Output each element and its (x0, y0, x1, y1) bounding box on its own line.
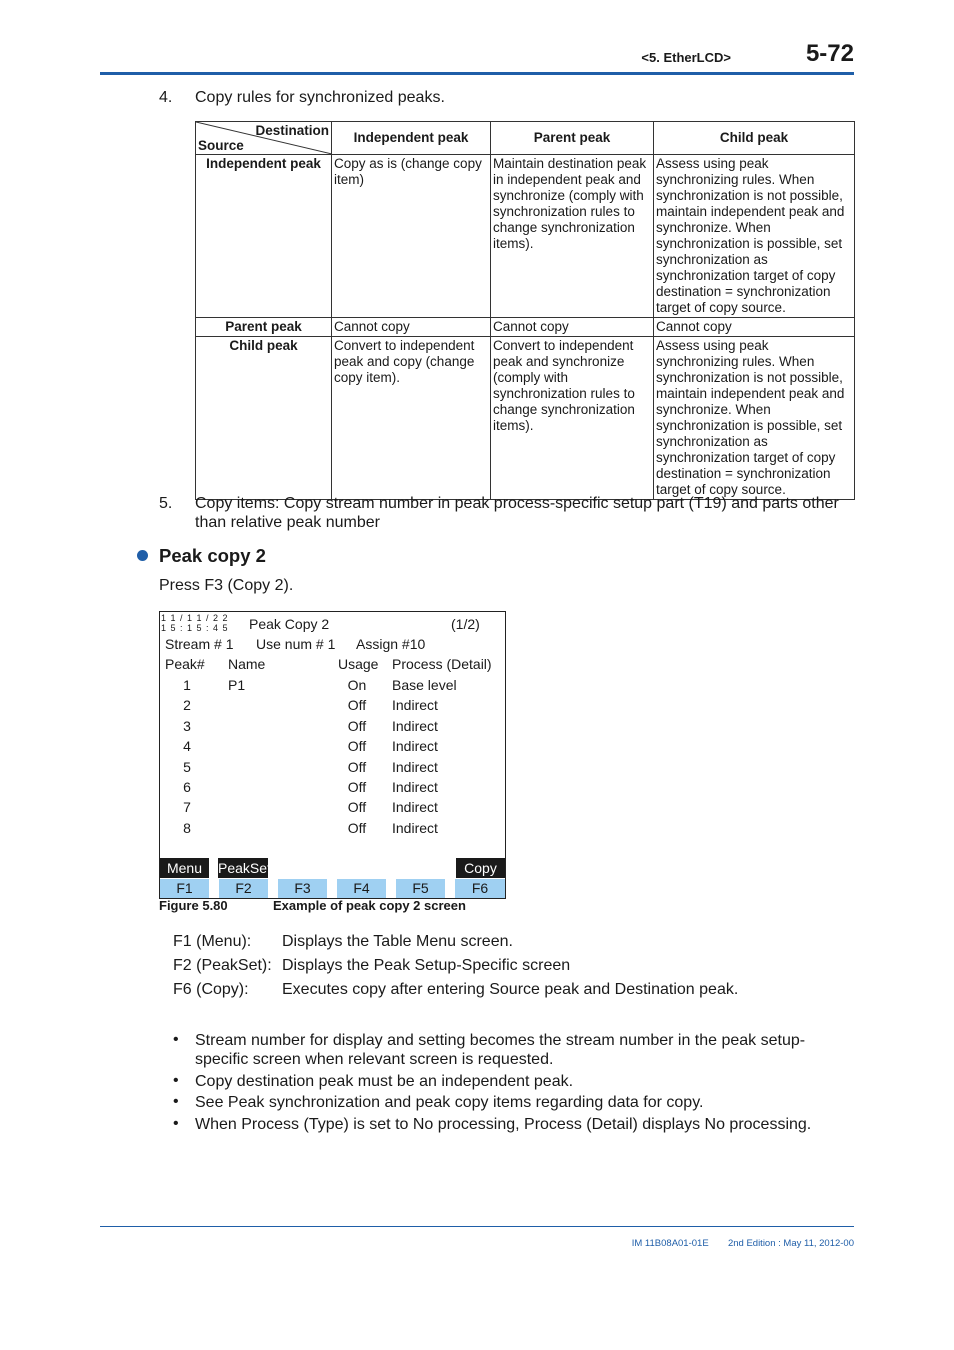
footer-rule (100, 1226, 854, 1227)
table-cell: Cannot copy (491, 318, 654, 337)
table-cell: Convert to independent peak and synchronize (comply with synchronization rules to change synchronization items). (491, 337, 654, 500)
col-header-name: Name (228, 656, 266, 672)
peak-row-usage[interactable]: Off (347, 758, 367, 775)
col-header: Independent peak (332, 122, 491, 155)
peak-row-peak: 7 (183, 799, 191, 816)
note-item: Copy destination peak must be an independent peak. (195, 1073, 574, 1090)
f1-key[interactable]: F1 (160, 879, 210, 898)
fkey-desc-key: F2 (PeakSet): (173, 957, 272, 974)
footer-edition: 2nd Edition : May 11, 2012-00 (727, 1238, 854, 1249)
item-text-5: Copy items: Copy stream number in peak process-specific setup part (T19) and parts other than relative peak number (195, 495, 839, 531)
softkey-copy[interactable]: Copy (456, 858, 505, 878)
item-number-5: 5. (159, 495, 173, 512)
section-bullet-icon (137, 550, 148, 561)
section-instruction: Press F3 (Copy 2). (159, 577, 294, 594)
table-cell: Cannot copy (332, 318, 491, 337)
f5-key[interactable]: F5 (396, 879, 446, 898)
peak-row-usage[interactable]: On (347, 677, 367, 693)
note-item: Stream number for display and setting becomes the stream number in the peak setup-specific screen when relevant screen is requested. (195, 1032, 806, 1068)
peak-row-process[interactable]: Base level (392, 677, 457, 693)
row-source-label: Independent peak (196, 155, 332, 318)
peak-row-peak: 4 (183, 738, 191, 755)
use-number[interactable]: Use num # 1 (256, 636, 336, 652)
clock-date: 1 1 / 1 1 / 2 2 (161, 613, 229, 623)
peak-row-peak: 8 (183, 819, 191, 836)
peak-row-process[interactable]: Indirect (392, 819, 438, 836)
f6-key[interactable]: F6 (455, 879, 505, 898)
note-item: See Peak synchronization and peak copy items regarding data for copy. (195, 1094, 704, 1111)
fkey-desc-text: Displays the Peak Setup-Specific screen (282, 957, 571, 974)
corner-destination-label: Destination (255, 123, 329, 138)
screen-title: Peak Copy 2 (249, 616, 330, 632)
peak-row-peak: 5 (183, 758, 191, 775)
table-header-row (196, 122, 855, 155)
table-corner-cell (196, 122, 332, 155)
peak-row-usage[interactable]: Off (347, 697, 367, 714)
section-label: <5. EtherLCD> (641, 50, 731, 65)
screen-page-indicator: (1/2) (451, 616, 480, 632)
peak-row-usage[interactable]: Off (347, 819, 367, 836)
bullet-icon: • (173, 1031, 179, 1048)
table-cell: Cannot copy (654, 318, 855, 337)
peak-row-process[interactable]: Indirect (392, 697, 438, 714)
fkey-desc-key: F6 (Copy): (173, 981, 249, 998)
peak-row-process[interactable]: Indirect (392, 738, 438, 755)
table-row (196, 337, 855, 500)
lcd-screen (159, 611, 506, 899)
col-header-usage: Usage (338, 656, 379, 672)
peak-row-usage[interactable]: Off (347, 717, 367, 734)
peak-row-process[interactable]: Indirect (392, 717, 438, 734)
peak-row-peak: 1 (183, 677, 191, 693)
stream-number[interactable]: Stream # 1 (165, 636, 234, 652)
row-source-label: Child peak (196, 337, 332, 500)
softkey-menu[interactable]: Menu (160, 858, 209, 878)
peak-row-usage[interactable]: Off (347, 779, 367, 795)
table-cell: Copy as is (change copy item) (332, 155, 491, 318)
footer-doc-number: IM 11B08A01-01E (631, 1238, 709, 1249)
f4-key[interactable]: F4 (337, 879, 387, 898)
col-header: Parent peak (491, 122, 654, 155)
table-cell: Convert to independent peak and copy (change copy item). (332, 337, 491, 500)
table-row (196, 318, 855, 337)
bullet-icon: • (173, 1093, 179, 1110)
col-header-process: Process (Detail) (392, 656, 492, 672)
bullet-icon: • (173, 1115, 179, 1132)
item-number-4: 4. (159, 89, 173, 106)
figure-number: Figure 5.80 (159, 898, 228, 913)
page-number: 5-72 (805, 40, 854, 67)
peak-row-usage[interactable]: Off (347, 799, 367, 816)
footer-text (632, 1238, 854, 1249)
peak-row-process[interactable]: Indirect (392, 779, 438, 795)
peak-row-peak: 3 (183, 717, 191, 734)
table-row (196, 155, 855, 318)
peak-row-peak: 6 (183, 779, 191, 795)
f3-key[interactable]: F3 (278, 879, 328, 898)
peak-row-process[interactable]: Indirect (392, 799, 438, 816)
col-header: Child peak (654, 122, 855, 155)
peak-row-peak: 2 (183, 697, 191, 714)
f2-key[interactable]: F2 (219, 879, 269, 898)
table-cell: Assess using peak synchronizing rules. When synchronization is not possible, maintain independent peak and synchronize. When synchronization is possible, set synchronization as synchronization target of copy destination = synchronization target of copy source. (654, 337, 855, 500)
section-title: Peak copy 2 (159, 545, 266, 566)
fkey-desc-text: Displays the Table Menu screen. (282, 933, 513, 950)
fkey-desc-text: Executes copy after entering Source peak and Destination peak. (282, 981, 739, 998)
row-source-label: Parent peak (196, 318, 332, 337)
softkey-peakset[interactable]: PeakSet (218, 860, 271, 876)
table-cell: Maintain destination peak in independent peak and synchronize (comply with synchronization rules to change synchronization items). (491, 155, 654, 318)
clock-time: 1 5 : 1 5 : 4 5 (161, 623, 229, 633)
peak-row-usage[interactable]: Off (347, 738, 367, 755)
header-rule (100, 72, 854, 75)
peak-row-process[interactable]: Indirect (392, 758, 438, 775)
corner-source-label: Source (198, 138, 244, 153)
bullet-icon: • (173, 1072, 179, 1089)
peak-row-name: P1 (228, 677, 246, 693)
table-cell: Assess using peak synchronizing rules. When synchronization is not possible, maintain independent peak and synchronize. When synchronization is possible, set synchronization as synchronization target of copy destination = synchronization target of copy source. (654, 155, 855, 318)
figure-caption: Example of peak copy 2 screen (273, 898, 466, 913)
note-item: When Process (Type) is set to No processing, Process (Detail) displays No processing. (195, 1116, 812, 1133)
item-text-4: Copy rules for synchronized peaks. (195, 89, 445, 106)
copy-rules-table (195, 121, 855, 500)
assign-number[interactable]: Assign #10 (356, 636, 426, 652)
col-header-peak: Peak# (165, 656, 205, 672)
fkey-desc-key: F1 (Menu): (173, 933, 252, 950)
